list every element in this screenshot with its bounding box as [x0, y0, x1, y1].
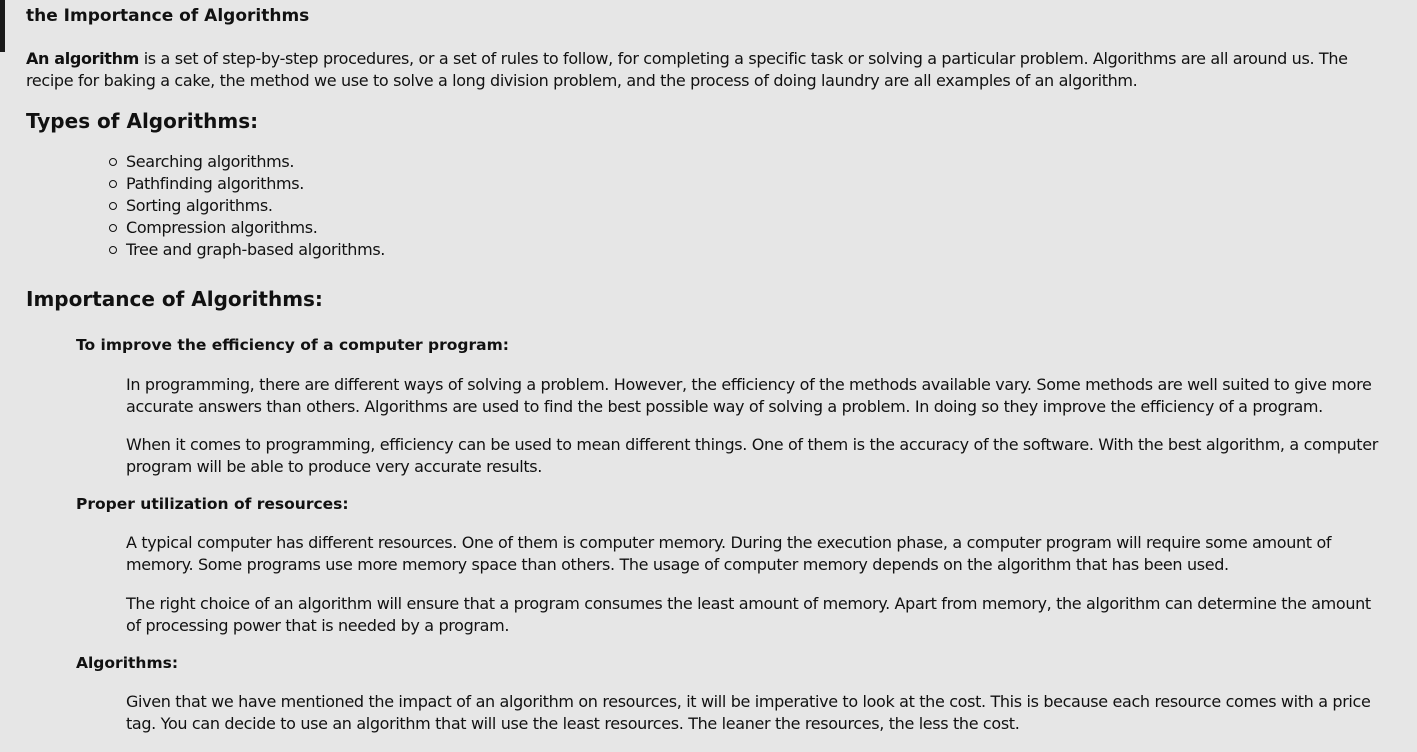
section-heading-algorithms: Algorithms:: [76, 654, 179, 672]
circle-bullet-icon: [109, 202, 117, 210]
section-heading-resources: Proper utilization of resources:: [76, 495, 349, 513]
intro-text: is a set of step-by-step procedures, or a set of rules to follow, for completing a specific task or solving a particular problem. Algorithms are all around us. The recipe for baking a cake, the method we use to solve a long division problem, and the process of doing laundry are all examples of an algorithm.: [26, 49, 1348, 90]
section-paragraph: A typical computer has different resources. One of them is computer memory. During the execution phase, a computer program will require some amount of memory. Some programs use more memory space than others. The usage of computer memory depends on the algorithm that has been used.: [126, 533, 1332, 574]
list-item: Pathfinding algorithms.: [126, 173, 385, 195]
importance-heading: Importance of Algorithms:: [26, 287, 323, 311]
circle-bullet-icon: [109, 180, 117, 188]
list-item: Tree and graph-based algorithms.: [126, 239, 385, 261]
intro-bold-term: An algorithm: [26, 49, 139, 68]
section-paragraph: Given that we have mentioned the impact of an algorithm on resources, it will be imperative to look at the cost. This is because each resource comes with a price tag. You can decide to use an algorithm that will use the least resources. The leaner the resources, the less the cost.: [126, 692, 1371, 733]
circle-bullet-icon: [109, 246, 117, 254]
list-item: Compression algorithms.: [126, 217, 385, 239]
circle-bullet-icon: [109, 158, 117, 166]
page-title: the Importance of Algorithms: [26, 6, 310, 26]
section-paragraph: In programming, there are different ways of solving a problem. However, the efficiency of the methods available vary. Some methods are well suited to give more accurate answers than others. Algorithms are used to find the best possible way of solving a problem. In doing so they improve the efficiency of a program.: [126, 375, 1372, 416]
circle-bullet-icon: [109, 224, 117, 232]
list-item: Searching algorithms.: [126, 151, 385, 173]
types-heading: Types of Algorithms:: [26, 109, 259, 133]
section-heading-efficiency: To improve the efficiency of a computer program:: [76, 336, 509, 354]
left-edge-bar: [0, 0, 5, 52]
list-item: Sorting algorithms.: [126, 195, 385, 217]
types-list: [126, 151, 385, 261]
section-paragraph: When it comes to programming, efficiency can be used to mean different things. One of them is the accuracy of the software. With the best algorithm, a computer program will be able to produce very accurate results.: [126, 435, 1378, 476]
intro-paragraph: [26, 48, 1376, 92]
section-paragraph: The right choice of an algorithm will ensure that a program consumes the least amount of memory. Apart from memory, the algorithm can determine the amount of processing power that is needed by a program.: [126, 594, 1371, 635]
